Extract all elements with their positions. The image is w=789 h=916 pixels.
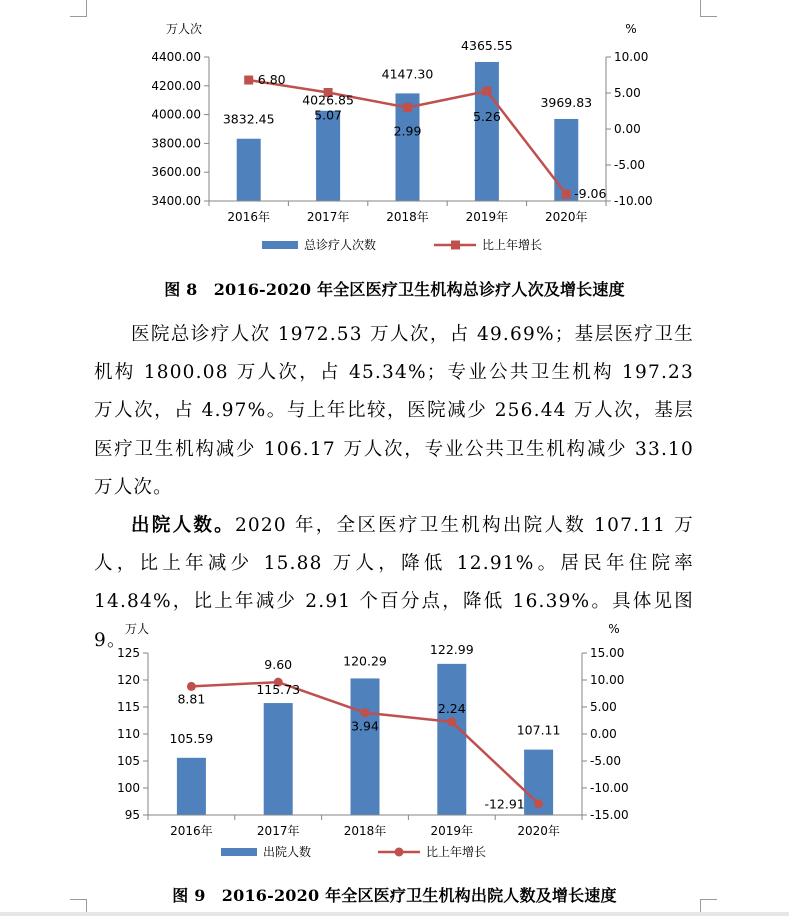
paragraph-visits: 医院总诊疗人次 1972.53 万人次，占 49.69%；基层医疗卫生机构 1800.08 万人次，占 45.34%；专业公共卫生机构 197.23 万人次，占 4.97%。与上年比较，医院减少 256.44 万人次，基层医疗卫生机构减少 106.17 万人次，专业公共卫生机构减少 33.10 万人次。	[94, 324, 694, 498]
chart-discharges	[0, 612, 789, 872]
x-tick-label: 2020年	[517, 824, 560, 838]
y-right-axis-label: %	[625, 22, 637, 36]
bar-1	[237, 139, 261, 201]
y-right-tick-label: 0.00	[614, 122, 641, 136]
y-right-tick-label: 10.00	[590, 673, 625, 687]
bar-value-label: 4026.85	[302, 92, 354, 108]
x-tick-label: 2016年	[227, 210, 270, 224]
y-right-tick-label: 10.00	[614, 50, 649, 64]
y-right-tick-label: -15.00	[590, 808, 629, 822]
paragraph-discharges-body: 2020 年，全区医疗卫生机构出院人数 107.11 万人，比上年减少 15.88 万人，降低 12.91%。居民年住院率 14.84%，比上年减少 2.91 个百分点，降低 16.39%。具体见图 9。	[94, 515, 694, 651]
page-bottom-edge	[0, 912, 789, 916]
growth-value-label: 5.26	[472, 109, 501, 125]
bar-value-label: 3969.83	[540, 94, 593, 110]
growth-point-1	[187, 682, 196, 691]
growth-point-1	[244, 76, 253, 85]
growth-value-label: 8.81	[177, 691, 206, 707]
growth-value-label: 5.07	[314, 107, 343, 123]
bar-2	[316, 111, 340, 201]
y-right-tick-label: -5.00	[590, 754, 622, 768]
growth-point-4	[447, 717, 456, 726]
bar-value-label: 3832.45	[222, 111, 275, 127]
growth-value-label: -9.06	[574, 186, 607, 202]
figure-8-caption: 图 8 2016-2020 年全区医疗卫生机构总诊疗人次及增长速度	[164, 280, 625, 299]
y-left-tick-label: 3600.00	[151, 165, 201, 180]
growth-value-label: 6.80	[257, 72, 286, 88]
y-right-tick-label: 0.00	[590, 727, 617, 741]
bar-3	[351, 678, 380, 815]
growth-value-label: 2.99	[393, 123, 422, 139]
legend-swatch-bars	[262, 241, 298, 249]
legend-label-bars: 总诊疗人次数	[304, 238, 377, 252]
legend-label-line: 比上年增长	[482, 238, 543, 252]
y-right-tick-label: -5.00	[614, 158, 646, 172]
chart-total-visits	[0, 0, 789, 268]
paragraph-lead-discharges: 出院人数。	[131, 515, 235, 536]
y-right-tick-label: -10.00	[590, 781, 629, 795]
bar-1	[177, 758, 206, 815]
y-right-axis-label: %	[608, 622, 620, 636]
y-right-tick-label: 15.00	[590, 646, 625, 660]
growth-value-label: -12.91	[484, 796, 525, 812]
growth-point-3	[403, 103, 412, 112]
x-tick-label: 2017年	[256, 824, 300, 838]
bar-4	[437, 664, 466, 815]
x-tick-label: 2018年	[343, 824, 387, 838]
bar-2	[264, 703, 293, 815]
y-left-axis-label: 万人	[124, 622, 150, 636]
bar-4	[472, 62, 501, 201]
y-right-tick-label: -10.00	[614, 194, 653, 208]
legend-marker-line	[395, 848, 404, 857]
bar-value-label: 120.29	[343, 653, 387, 669]
y-left-tick-label: 95	[124, 808, 140, 822]
y-left-tick-label: 3400.00	[151, 194, 201, 208]
growth-point-4	[482, 87, 491, 96]
y-left-tick-label: 100	[117, 781, 140, 795]
y-left-tick-label: 4400.00	[151, 50, 201, 64]
bar-value-label: 4365.55	[461, 37, 513, 53]
legend-label-line: 比上年增长	[426, 845, 487, 859]
y-right-tick-label: 5.00	[590, 700, 617, 714]
figure-9-caption: 图 9 2016-2020 年全区医疗卫生机构出院人数及增长速度	[172, 886, 617, 905]
y-left-tick-label: 105	[117, 754, 140, 768]
x-tick-label: 2018年	[386, 210, 429, 224]
growth-point-5	[562, 190, 571, 199]
x-tick-label: 2016年	[170, 824, 213, 838]
legend-label-bars: 出院人数	[263, 845, 312, 859]
x-tick-label: 2019年	[465, 210, 509, 224]
growth-point-5	[534, 799, 543, 808]
y-left-tick-label: 125	[117, 646, 140, 660]
growth-value-label: 9.60	[264, 657, 293, 673]
legend-marker-line	[451, 241, 460, 250]
y-left-tick-label: 115	[117, 700, 140, 714]
y-left-tick-label: 4200.00	[151, 78, 201, 93]
y-left-tick-label: 3800.00	[151, 136, 201, 151]
growth-value-label: 3.94	[351, 718, 379, 734]
legend-swatch-bars	[221, 848, 257, 856]
growth-value-label: 2.24	[437, 700, 466, 716]
bar-value-label: 122.99	[429, 641, 474, 657]
y-left-tick-label: 120	[117, 673, 140, 687]
bar-value-label: 105.59	[169, 730, 214, 746]
x-tick-label: 2020年	[545, 210, 588, 224]
y-left-tick-label: 4000.00	[151, 107, 201, 122]
bar-value-label: 115.73	[256, 682, 301, 698]
y-right-tick-label: 5.00	[614, 86, 641, 100]
bar-value-label: 107.11	[516, 722, 561, 738]
y-left-axis-label: 万人次	[165, 22, 203, 36]
bar-value-label: 4147.30	[381, 66, 434, 82]
x-tick-label: 2017年	[306, 210, 350, 224]
growth-point-3	[361, 708, 370, 717]
x-tick-label: 2019年	[430, 824, 474, 838]
y-left-tick-label: 110	[117, 727, 140, 741]
